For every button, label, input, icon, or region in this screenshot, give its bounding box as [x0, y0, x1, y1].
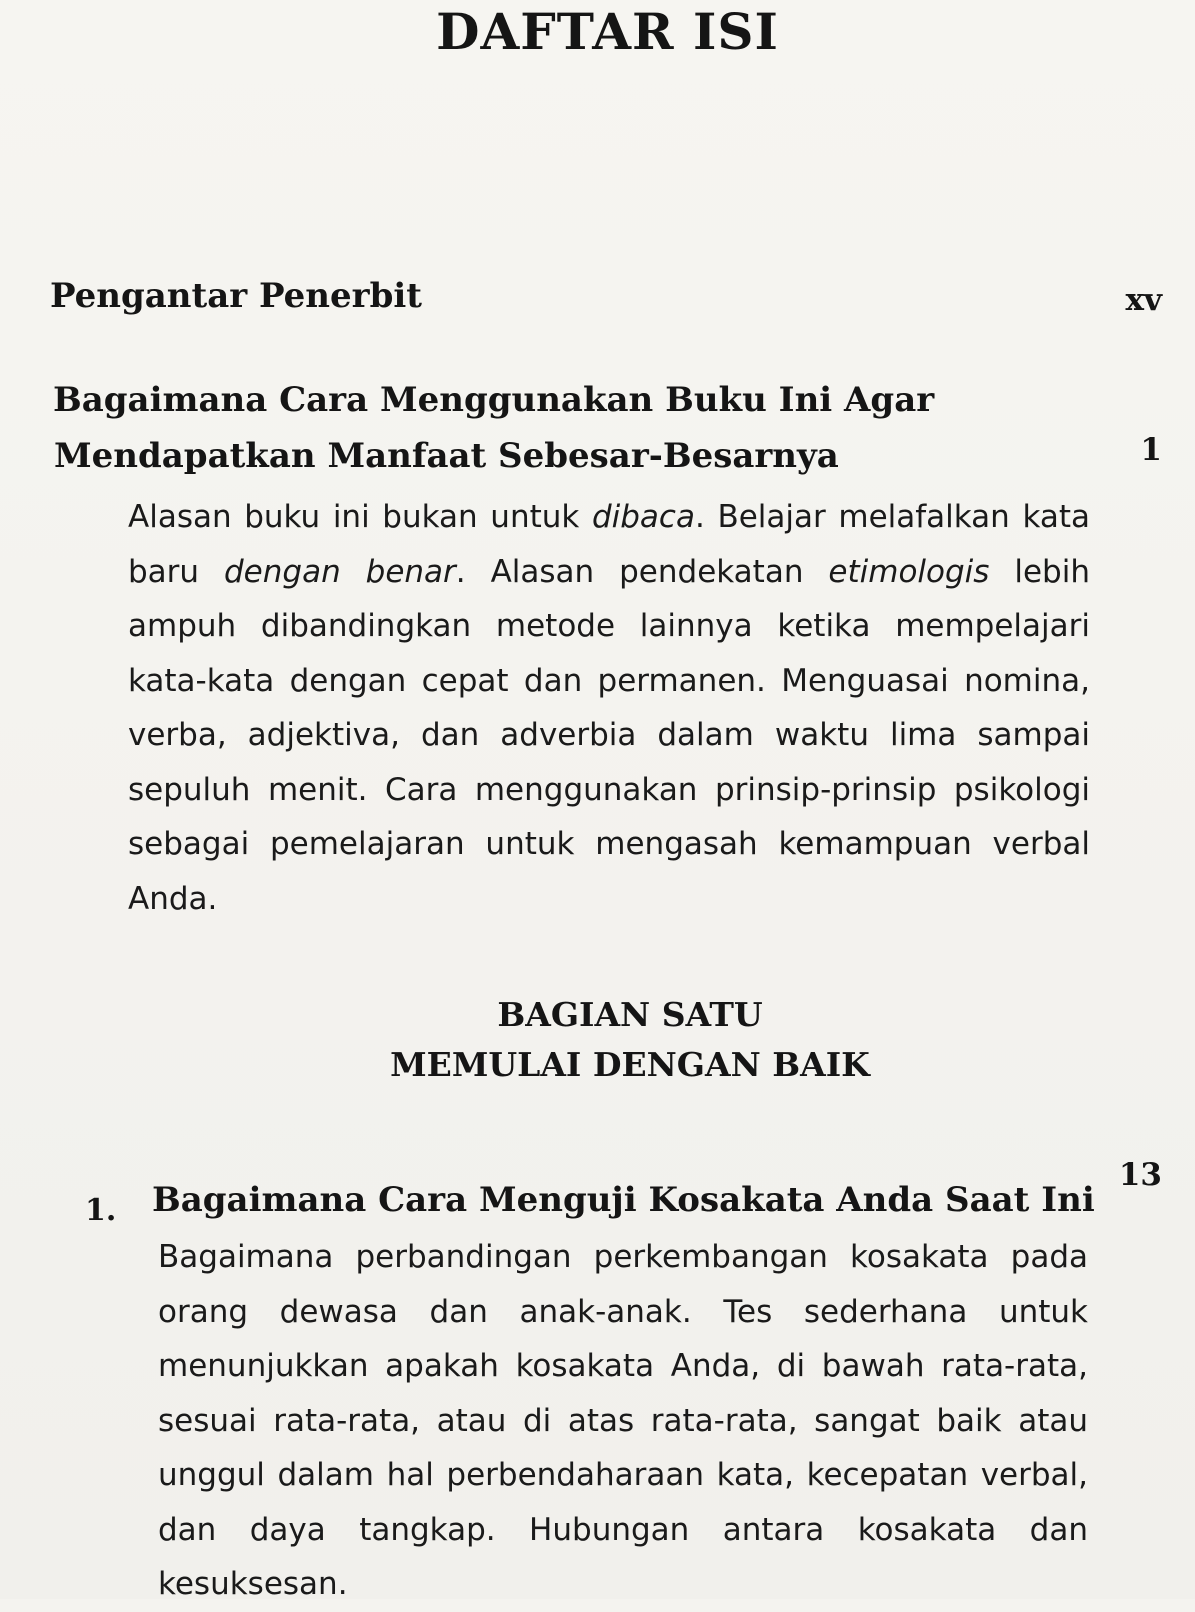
- chapter-description: Bagaimana perbandingan perkembangan kosakata pada orang dewasa dan anak-anak. Tes sederhana untuk menunjukkan apakah kosakata Anda, di bawah rata-rata, sesuai rata-rata, atau di atas rata-rata, sangat baik atau unggul dalam hal perbendaharaan kata, kecepatan verbal, dan daya tangkap. Hubungan antara kosakata dan kesuksesan.: [158, 1239, 1088, 1602]
- toc-entry-title-line: Mendapatkan Manfaat Sebesar-Besarnya: [54, 436, 839, 476]
- chapter-page-number: 13: [1118, 1157, 1162, 1193]
- toc-entry-title-line: Bagaimana Cara Menggunakan Buku Ini Agar: [53, 380, 935, 420]
- chapter-title: Bagaimana Cara Menguji Kosakata Anda Saat Ini: [152, 1180, 1095, 1220]
- part-label: BAGIAN SATU: [497, 995, 763, 1034]
- page-title: DAFTAR ISI: [436, 2, 779, 61]
- part-title: MEMULAI DENGAN BAIK: [390, 1045, 870, 1084]
- toc-entry-description: Alasan buku ini bukan untuk dibaca. Belajar melafalkan kata baru dengan benar. Alasan pendekatan etimologis lebih ampuh dibandingkan metode lainnya ketika mempelajari kata-kata dengan cepat dan permanen. Menguasai nomina, verba, adjektiva, dan adverbia dalam waktu lima sampai sepuluh menit. Cara menggunakan prinsip-prinsip psikologi sebagai pemelajaran untuk mengasah kemampuan verbal Anda.: [128, 499, 1090, 917]
- toc-entry-title: Pengantar Penerbit: [50, 276, 422, 316]
- toc-page-number: xv: [1125, 282, 1162, 318]
- chapter-number: 1.: [85, 1193, 117, 1228]
- toc-page-number: 1: [1140, 432, 1162, 468]
